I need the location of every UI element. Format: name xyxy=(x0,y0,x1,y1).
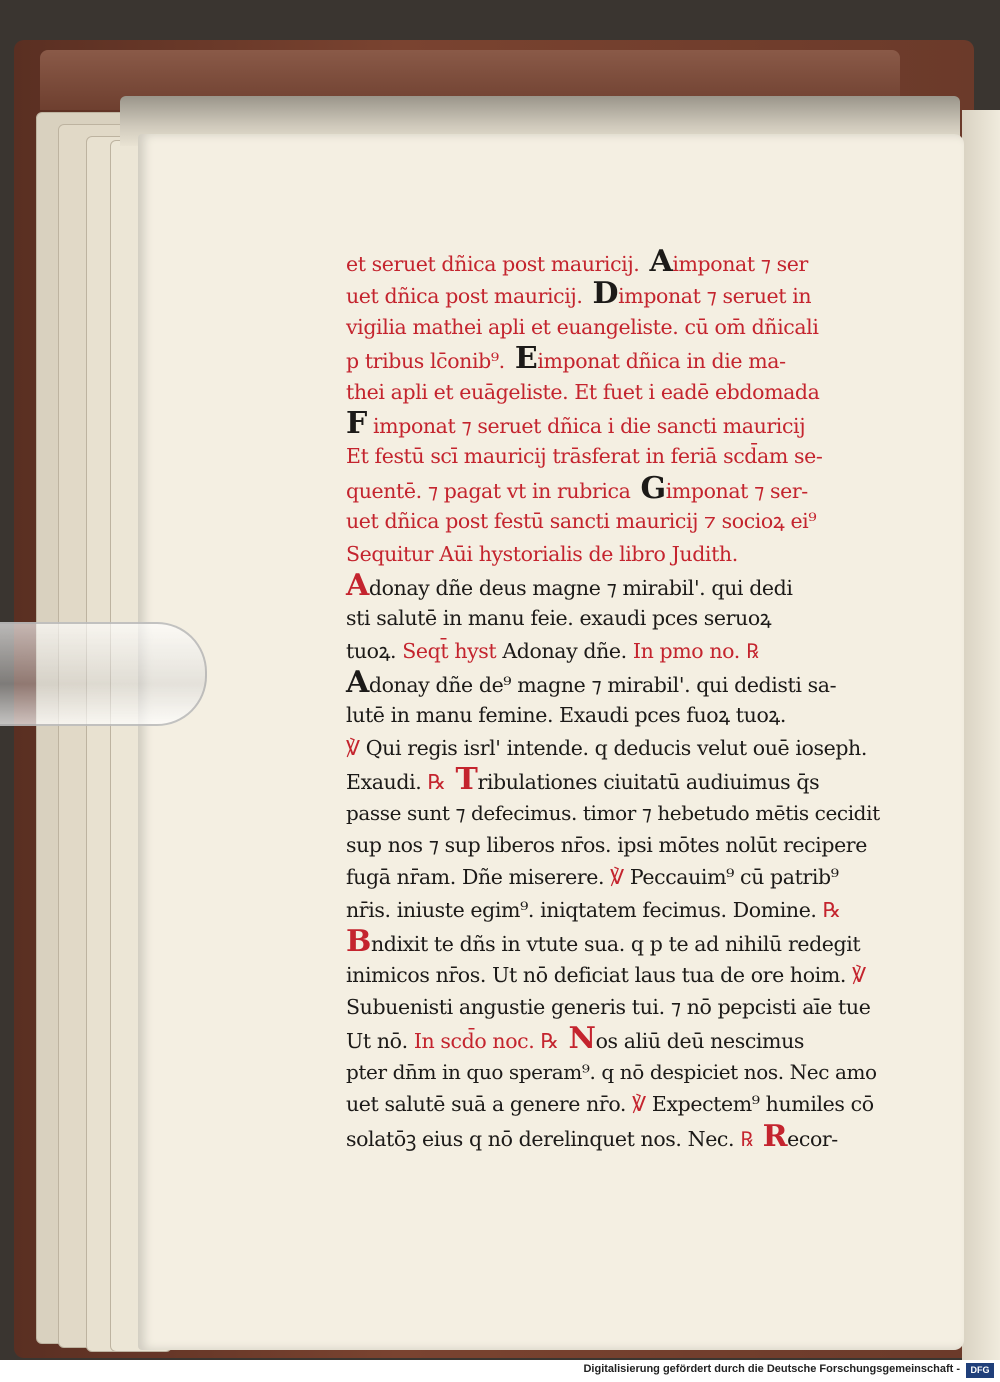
body-text: os aliū deū nescimus xyxy=(595,1029,805,1054)
text-line xyxy=(346,440,886,472)
body-text: inimicos nr̄os. Ut nō deficiat laus tua de ore hoim. xyxy=(346,962,846,987)
rubric-text: ℞ xyxy=(739,638,759,663)
body-text: ecor- xyxy=(787,1126,838,1151)
text-line xyxy=(346,829,886,861)
footer-credit: Digitalisierung gefördert durch die Deutsche Forschungsgemeinschaft - xyxy=(583,1363,960,1375)
body-text: Subuenisti angustie generis tui. ⁊ nō pepcisti aīe tue xyxy=(346,994,871,1019)
body-text: lutē in manu femine. Exaudi pces fuoꝝ tuoꝝ. xyxy=(346,703,786,728)
text-line xyxy=(346,1023,886,1055)
text-line xyxy=(346,667,886,699)
body-text: nr̄is. iniuste egim⁹. iniqtatem fecimus. Domine. xyxy=(346,897,817,922)
rubric-text: ℞ xyxy=(734,1126,753,1151)
body-text: sti salutē in manu feie. exaudi pces seruoꝝ xyxy=(346,606,772,631)
body-text: fugā nr̄am. Dñe miserere. xyxy=(346,865,605,890)
rubric-text: ℣ xyxy=(626,1092,646,1117)
rubric-text: ℞ xyxy=(421,770,446,795)
body-text: Exaudi. xyxy=(346,770,422,795)
text-line xyxy=(346,470,886,506)
text-line xyxy=(346,732,886,764)
footer-bar xyxy=(0,1360,1000,1382)
initial-letter: A xyxy=(346,665,369,701)
body-text: ndixit te dñs in vtute sua. q p te ad nihilū redegit xyxy=(370,932,861,957)
body-text: passe sunt ⁊ defecimus. timor ⁊ hebetudo mētis cecidit xyxy=(346,800,880,825)
body-text: tuoꝝ. xyxy=(346,638,397,663)
initial-letter: B xyxy=(346,924,371,960)
body-text: Ut nō. xyxy=(346,1029,408,1054)
text-line xyxy=(346,602,886,634)
initial-letter: N xyxy=(558,1021,596,1057)
initial-letter: R xyxy=(752,1118,788,1154)
body-text: Adonay dñe. xyxy=(496,638,627,663)
rubric-text: Sequitur Aūi hystorialis de libro Judith. xyxy=(346,541,738,566)
rubric-text: ℞ xyxy=(816,897,841,922)
rubric-text: imponat ⁊ seruet dñica i die sancti mauricij xyxy=(366,413,806,438)
rubric-text: In scd̄o noc. xyxy=(407,1029,535,1054)
text-line xyxy=(346,635,886,667)
rubric-text: imponat ⁊ seruet in xyxy=(618,284,812,309)
text-line xyxy=(346,311,886,343)
initial-letter: G xyxy=(630,470,666,506)
rubric-text: uet dñica post mauricij. xyxy=(346,284,583,309)
page-holder xyxy=(0,622,207,726)
text-line xyxy=(346,538,886,570)
text-line xyxy=(346,1056,886,1088)
rubric-text: imponat ⁊ ser- xyxy=(665,478,808,503)
text-line xyxy=(346,246,886,278)
rubric-text: In pmo no. xyxy=(626,638,740,663)
text-line xyxy=(346,1118,886,1154)
rubric-text: ℞ xyxy=(534,1029,559,1054)
dfg-logo: DFG xyxy=(966,1363,994,1378)
text-line xyxy=(346,1088,886,1120)
rubric-text: vigilia mathei apli et euangeliste. cū om̄ dñicali xyxy=(346,314,819,339)
text-line xyxy=(346,343,886,375)
text-line xyxy=(346,405,886,441)
text-line xyxy=(346,861,886,893)
body-text: donay dñe de⁹ magne ⁊ mirabil'. qui dedisti sa- xyxy=(368,673,837,698)
rubric-text: quentē. ⁊ pagat vt in rubrica xyxy=(346,478,631,503)
rubric-text: et seruet dñica post mauricij. xyxy=(346,252,640,276)
body-text: solatōꝫ eius q nō derelinquet nos. Nec. xyxy=(346,1126,735,1151)
text-block xyxy=(346,246,886,1153)
initial-letter: T xyxy=(445,762,478,798)
body-text: pter dn̄m in quo speram⁹. q nō despiciet nos. Nec amo xyxy=(346,1059,877,1084)
text-line xyxy=(346,764,886,796)
body-text: Expectem⁹ humiles cō xyxy=(645,1092,874,1117)
initial-letter: D xyxy=(582,276,619,312)
text-line xyxy=(346,376,886,408)
text-line xyxy=(346,991,886,1023)
initial-letter: E xyxy=(504,341,538,377)
body-text: ribulationes ciuitatū audiuimus q̄s xyxy=(477,770,820,795)
rubric-text: ℣ xyxy=(604,865,624,890)
initial-letter: F xyxy=(346,405,367,441)
body-text: uet salutē suā a genere nr̄o. xyxy=(346,1092,627,1117)
text-line xyxy=(346,959,886,991)
body-text: Peccauim⁹ cū patrib⁹ xyxy=(623,865,839,890)
rubric-text: Seqt̄ hyst xyxy=(396,638,497,663)
initial-letter: A xyxy=(346,567,369,603)
text-line xyxy=(346,278,886,310)
text-line xyxy=(346,797,886,829)
body-text: Qui regis isrl' intende. q deducis velut ouē ioseph. xyxy=(359,735,867,760)
rubric-text: ℣ xyxy=(346,735,360,760)
body-text: donay dñe deus magne ⁊ mirabil'. qui dedi xyxy=(368,575,793,600)
text-line xyxy=(346,926,886,958)
rubric-text: imponat ⁊ ser xyxy=(672,252,808,276)
rubric-text: uet dñica post festū sancti mauricij ⁊ socioꝝ ei⁹ xyxy=(346,509,817,534)
rubric-text: p tribus lc̄onib⁹. xyxy=(346,349,505,374)
initial-letter: A xyxy=(639,244,673,279)
text-line xyxy=(346,505,886,537)
body-text: sup nos ⁊ sup liberos nr̄os. ipsi mōtes nolūt recipere xyxy=(346,833,867,858)
text-line xyxy=(346,567,886,603)
rubric-text: Et festū scī mauricij trāsferat in feriā scd̄am se- xyxy=(346,444,823,469)
rubric-text: ℣ xyxy=(846,962,866,987)
text-line xyxy=(346,894,886,926)
rubric-text: thei apli et euāgeliste. Et fuet i eadē ebdomada xyxy=(346,379,820,404)
rubric-text: imponat dñica in die ma- xyxy=(537,349,786,374)
text-line xyxy=(346,699,886,731)
facing-page-edge xyxy=(962,110,1000,1360)
